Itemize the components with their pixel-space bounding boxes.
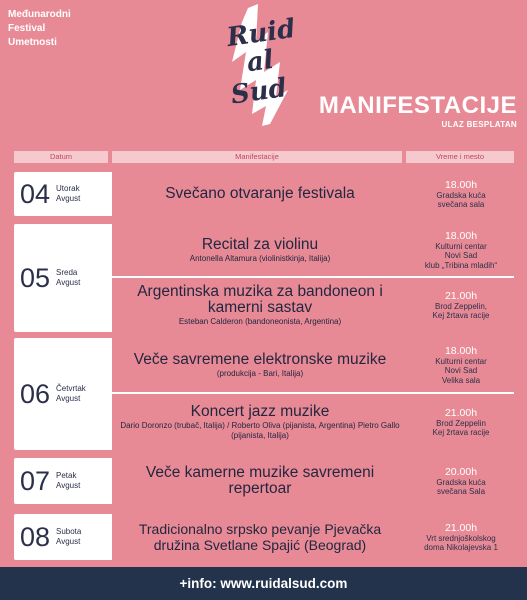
weekday: Subota xyxy=(56,527,82,536)
column-header-row xyxy=(0,151,527,163)
weekday: Sreda xyxy=(56,268,78,277)
month: Avgust xyxy=(56,194,81,203)
event-subtitle: Esteban Calderon (bandoneonista, Argentina) xyxy=(178,316,342,326)
event-place-line: klub „Tribina mladih“ xyxy=(424,260,498,270)
event-title: Veče savremene elektronske muzike xyxy=(133,350,387,368)
event-time-place xyxy=(408,172,514,216)
event-time-place xyxy=(408,224,514,276)
event-place-line: Kulturni centar xyxy=(435,356,487,366)
day-label xyxy=(56,384,86,404)
event-subtitle: (produkcija - Bari, Italija) xyxy=(216,368,304,378)
weekday: Utorak xyxy=(56,184,80,193)
event-place-line: Gradska kuća xyxy=(436,477,486,487)
event-place-line: Kej žrtava racije xyxy=(432,428,490,437)
month: Avgust xyxy=(56,481,81,490)
day-block-08 xyxy=(14,514,514,560)
event-title: Recital za violinu xyxy=(201,235,319,253)
event-row xyxy=(112,394,514,450)
event-main xyxy=(112,172,408,216)
event-title: Tradicionalno srpsko pevanje Pjevačka družina Svetlane Spajić (Beograd) xyxy=(138,521,382,553)
event-main xyxy=(112,224,408,276)
page-title: MANIFESTACIJE xyxy=(318,92,517,119)
event-subtitle: Dario Doronzo (trubač, Italija) / Roberto Oliva (pijanista, Argentina) Pietro Gallo (pijanista, Italija) xyxy=(120,420,400,440)
day-number: 08 xyxy=(20,521,51,552)
ruid-al-sud-logo xyxy=(218,2,306,130)
event-row xyxy=(112,172,514,216)
event-main xyxy=(112,514,408,560)
day-number: 05 xyxy=(20,262,51,293)
event-place-line: Brod Zeppelin xyxy=(436,418,486,428)
date-cell xyxy=(14,224,108,332)
event-title: Svečano otvaranje festivala xyxy=(165,185,355,202)
month: Avgust xyxy=(56,537,81,546)
event-time: 21.00h xyxy=(444,289,478,302)
event-row xyxy=(112,278,514,332)
event-place-line: Gradska kuća xyxy=(436,190,486,200)
date-cell xyxy=(14,172,108,216)
event-main xyxy=(112,394,408,450)
event-title: Argentinska muzika za bandoneon i kamerni sastav xyxy=(137,282,383,316)
event-row xyxy=(112,514,514,560)
event-title: Koncert jazz muzike xyxy=(190,402,330,420)
month: Avgust xyxy=(56,278,81,287)
day-label xyxy=(56,471,80,491)
column-header-time: Vreme i mesto xyxy=(406,151,514,163)
festival-name xyxy=(8,8,71,50)
day-block-05 xyxy=(14,224,514,332)
day-number: 04 xyxy=(20,178,51,209)
day-block-07 xyxy=(14,458,514,504)
event-place-line: doma Nikolajevska 1 xyxy=(424,543,498,552)
event-place-line: svečana Sala xyxy=(436,487,486,496)
event-time-place xyxy=(408,458,514,504)
event-time: 20.00h xyxy=(444,465,478,478)
day-block-06 xyxy=(14,338,514,450)
day-number: 07 xyxy=(20,465,51,496)
event-place-line: Velika sala xyxy=(441,375,481,385)
event-place-line: Kej žrtava racije xyxy=(432,311,490,320)
festival-name-line: Festival xyxy=(8,23,46,34)
event-time-place xyxy=(408,338,514,392)
page-subtitle: ULAZ BESPLATAN xyxy=(441,120,517,129)
festival-name-line: Umetnosti xyxy=(8,37,57,48)
event-time: 21.00h xyxy=(444,406,478,419)
event-place-line: Novi Sad xyxy=(444,251,478,261)
event-time-place xyxy=(408,394,514,450)
weekday: Četvrtak xyxy=(56,384,86,393)
event-place-line: svečana sala xyxy=(437,200,485,209)
logo-text-ruid: Ruid xyxy=(225,13,298,54)
date-cell xyxy=(14,338,108,450)
event-main xyxy=(112,458,408,504)
footer-info-link[interactable]: +info: www.ruidalsud.com xyxy=(0,567,527,600)
column-header-date: Datum xyxy=(14,151,108,163)
day-block-04 xyxy=(14,172,514,216)
date-cell xyxy=(14,458,108,504)
logo-text-al: al xyxy=(244,44,276,79)
month: Avgust xyxy=(56,394,81,403)
event-row xyxy=(112,224,514,276)
weekday: Petak xyxy=(56,471,77,480)
event-time: 18.00h xyxy=(444,178,478,191)
festival-name-line: Međunarodni xyxy=(8,9,71,20)
event-row xyxy=(112,338,514,392)
event-time-place xyxy=(408,514,514,560)
event-place-line: Kulturni centar xyxy=(435,241,487,251)
event-time: 18.00h xyxy=(444,229,478,242)
event-subtitle: Antonella Altamura (violinistkinja, Italija) xyxy=(189,253,331,263)
event-place-line: Novi Sad xyxy=(444,366,478,376)
event-time: 18.00h xyxy=(444,344,478,357)
event-title: Veče kamerne muzike savremeni repertoar xyxy=(145,464,375,497)
event-time-place xyxy=(408,278,514,332)
event-place-line: Vrt srednjoškolskog xyxy=(426,533,496,543)
day-label xyxy=(56,268,80,288)
event-place-line: Brod Zeppelin, xyxy=(434,301,488,311)
event-time: 21.00h xyxy=(444,521,478,534)
event-row xyxy=(112,458,514,504)
title-block xyxy=(319,93,517,129)
event-main xyxy=(112,278,408,332)
day-label xyxy=(56,184,80,204)
day-number: 06 xyxy=(20,378,51,409)
date-cell xyxy=(14,514,108,560)
column-header-event: Manifestacije xyxy=(112,151,402,163)
event-main xyxy=(112,338,408,392)
logo-text-sud: Sud xyxy=(229,73,289,111)
day-label xyxy=(56,527,81,547)
